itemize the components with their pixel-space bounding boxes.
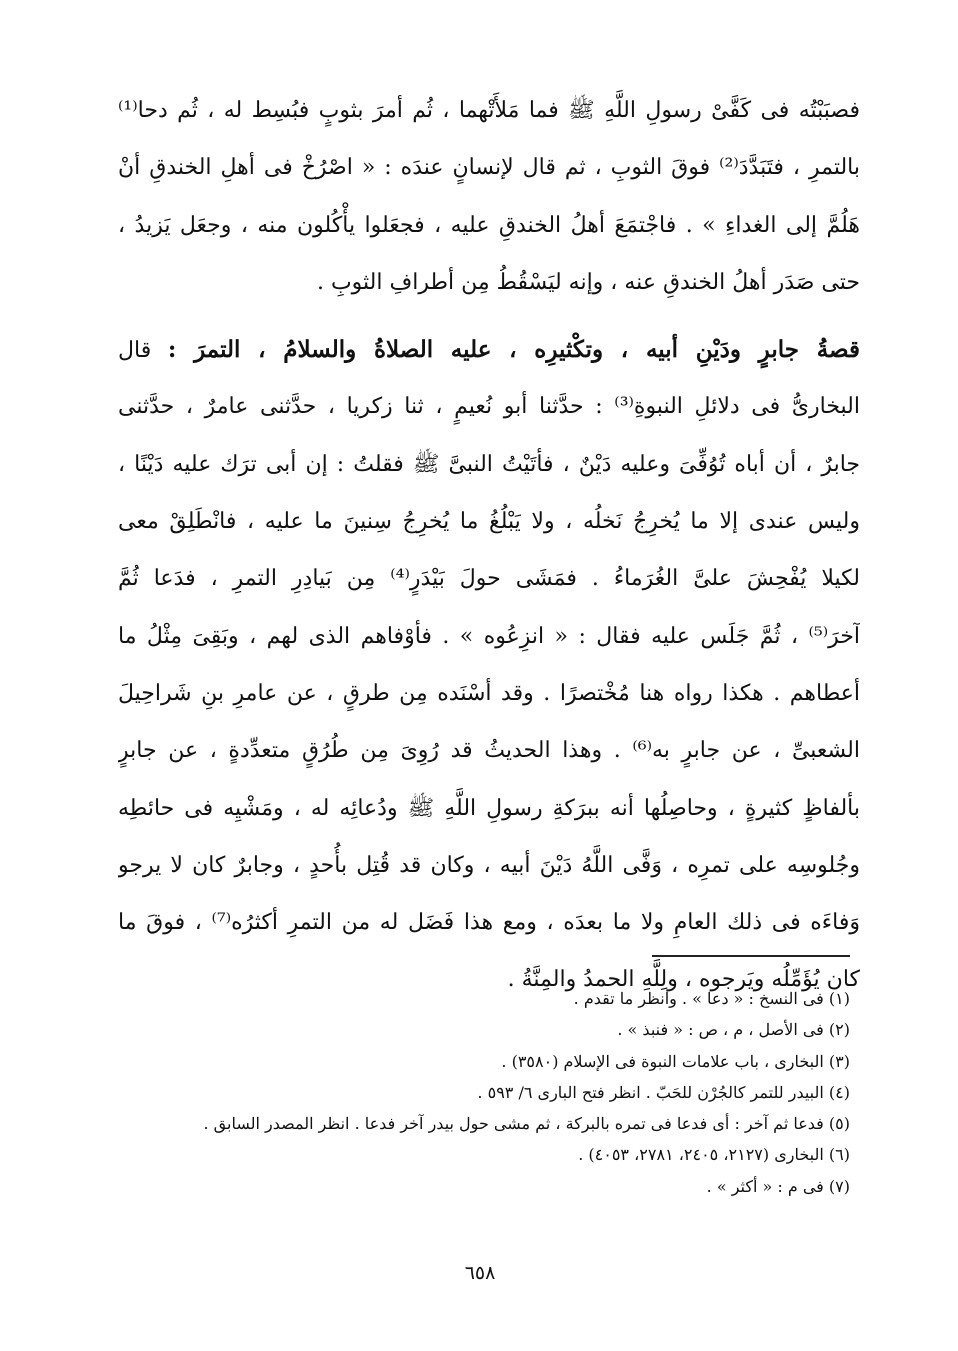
text-line: أعطاهم . هكذا رواه هنا مُخْتصرًا . وقد أسْنَده مِن طرقٍ ، عن عامرِ بنِ شَراحِيلَ (118, 680, 860, 706)
section-heading-line (118, 321, 860, 378)
text-line: البخارىُّ فى دلائلِ النبوةِ⁽³⁾ : حدَّثنا أبو نُعيمٍ ، ثنا زكريا ، حدَّثنى عامرٌ ، حدَّثنى (118, 394, 860, 420)
text-line: حتى صَدَر أهلُ الخندقِ عنه ، وإنه ليَسْقُطُ مِن أطرافِ الثوبِ . (316, 269, 860, 295)
footnote: (٥) فدعا ثم آخر : أى فدعا فى تمره بالبركة ، ثم مشى حول بيدر آخر فدعا . انظر المصدر السابق . (203, 1114, 850, 1134)
footnote: (٢) فى الأصل ، م ، ص : « فنبذ » . (617, 1020, 850, 1040)
text-line: جابرٌ ، أن أباه تُوُفِّىَ وعليه دَيْنٌ ، فأتَيْتُ النبىَّ ﷺ فقلتُ : إن أبى ترَك عليه دَيْنًا ، (118, 451, 860, 477)
text-line: فصبَبْتُه فى كَفَّىْ رسولِ اللَّهِ ﷺ فما مَلأَتْهما ، ثُم أمرَ بثوبٍ فبُسِط له ، ثُم دحا⁽¹⁾ (118, 98, 860, 123)
text-line: الشعبىِّ ، عن جابرٍ به⁽⁶⁾ . وهذا الحديثُ قد رُوِىَ مِن طُرُقٍ متعدِّدةٍ ، عن جابرٍ (118, 738, 860, 764)
footnote: (٤) البيدر للتمر كالجُرْن للحَبّ . انظر فتح البارى ٦/ ٥٩٣ . (477, 1082, 850, 1102)
footnote: (٦) البخارى (٢١٢٧، ٢٤٠٥، ٢٧٨١، ٤٠٥٣) . (578, 1145, 850, 1165)
page-number: ٦٥٨ (464, 1262, 496, 1284)
heading-continuation: قال (118, 338, 168, 364)
text-line: وجُلوسِه على تمرِه ، وَفَّى اللَّهُ دَيْنَ أبيه ، وكان قد قُتِل بأُحدٍ ، وجابرٌ كان لا يرجو (118, 852, 860, 878)
text-line: بالتمرِ ، فتَبَدَّدَ⁽²⁾ فوقَ الثوبِ ، ثم قال لإنسانٍ عندَه : « اصْرُخْ فى أهلِ الخندقِ أنْ (118, 155, 860, 181)
footnote: (٣) البخارى ، باب علامات النبوة فى الإسلام (٣٥٨٠) . (501, 1051, 850, 1071)
section-heading: قصةُ جابرٍ ودَيْنِ أبيه ، وتكْثيرِه ، عليه الصلاةُ والسلامُ ، التمرَ : (167, 336, 860, 364)
footnote: (١) فى النسخ : « دعا » . وانظر ما تقدم . (573, 989, 850, 1008)
text-line: بألفاظٍ كثيرةٍ ، وحاصِلُها أنه ببرَكةِ رسولِ اللَّهِ ﷺ ودُعائِه له ، ومَشْيِه فى حائطِه (118, 795, 860, 821)
main-text (118, 82, 860, 1009)
text-line: هَلُمَّ إلى الغداءِ » . فاجْتمَعَ أهلُ الخندقِ عليه ، فجعَلوا يأْكُلون منه ، وجعَل يَزيدُ ، (118, 212, 860, 238)
footnote: (٧) فى م : « أكثر » . (706, 1176, 850, 1196)
text-line: وليس عندى إلا ما يُخرِجُ نَخلُه ، ولا يَبْلُغُ ما يُخرِجُ سِنينَ ما عليه ، فانْطَلِقْ معى (118, 509, 860, 535)
text-line: وَفاءَه فى ذلك العامِ ولا ما بعدَه ، ومع هذا فَضَل له من التمرِ أكثرُه⁽⁷⁾ ، فوقَ ما (118, 910, 860, 936)
text-line: لكيلا يُفْحِشَ علىَّ الغُرَماءُ . فمَشَى حولَ بَيْدَرٍ⁽⁴⁾ مِن بَيادِرِ التمرِ ، فدَعا ثُمَّ (118, 566, 860, 592)
footnotes (120, 983, 850, 1202)
footnote-separator (652, 955, 850, 957)
text-line: آخرَ⁽⁵⁾ ، ثُمَّ جَلَس عليه فقال : « انزِعُوه » . فأوْفاهم الذى لهم ، وبَقِىَ مِثْلُ ما (118, 623, 860, 649)
text-line: كان يُؤَمِّلُه ويَرجوه ، ولِلَّهِ الحمدُ والمِنَّةُ . (507, 967, 860, 993)
